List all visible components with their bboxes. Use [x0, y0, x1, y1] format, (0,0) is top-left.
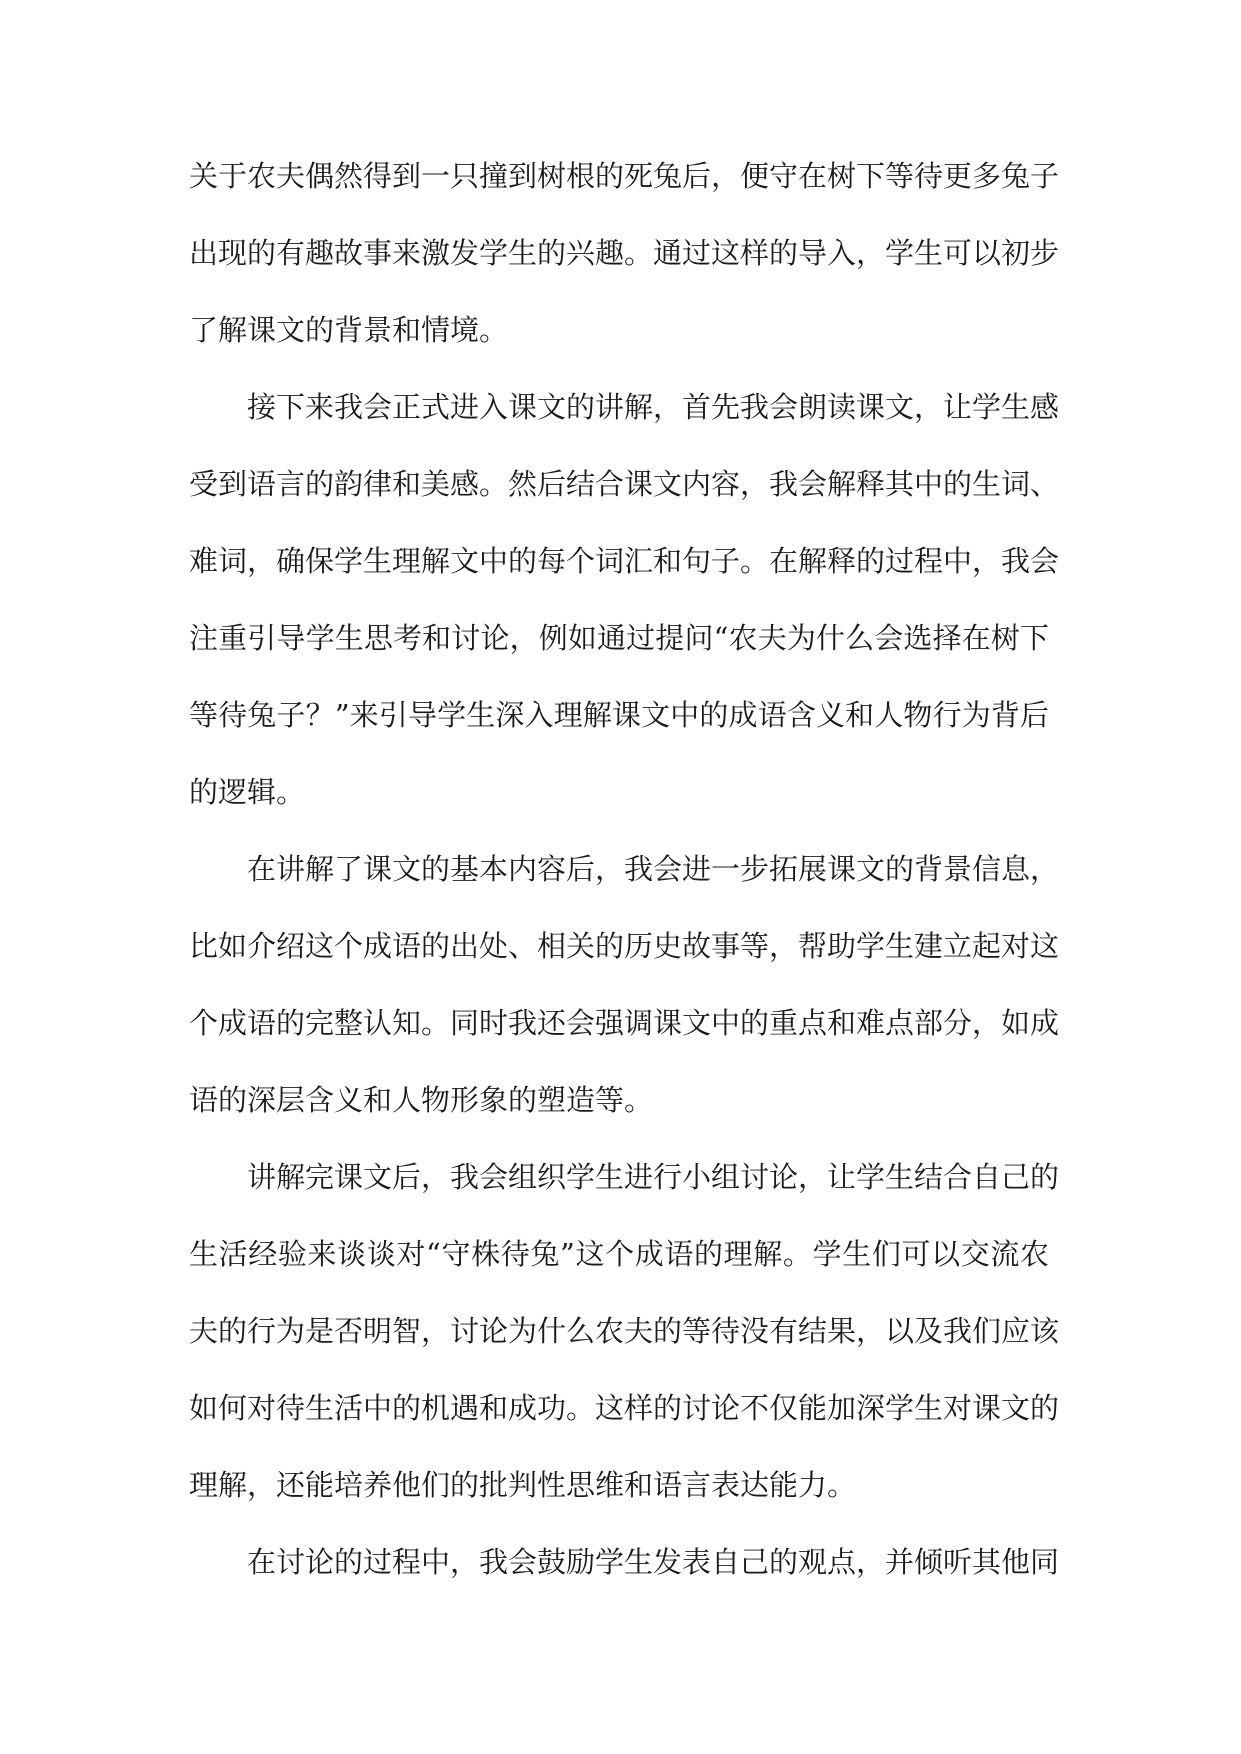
document-body [189, 138, 1060, 1601]
text-line: 接下来我会正式进入课文的讲解，首先我会朗读课文，让学生感 [247, 390, 1060, 424]
text-line: 个成语的完整认知。同时我还会强调课文中的重点和难点部分，如成 [189, 1006, 1060, 1040]
text-line: 等待兔子？”来引导学生深入理解课文中的成语含义和人物行为背后 [189, 698, 1049, 732]
text-line: 讲解完课文后，我会组织学生进行小组讨论，让学生结合自己的 [247, 1160, 1060, 1194]
text-line: 生活经验来谈谈对“守株待兔”这个成语的理解。学生们可以交流农 [189, 1237, 1049, 1271]
text-line: 夫的行为是否明智，讨论为什么农夫的等待没有结果，以及我们应该 [189, 1314, 1060, 1348]
text-line: 在讨论的过程中，我会鼓励学生发表自己的观点，并倾听其他同 [247, 1545, 1060, 1579]
text-line: 理解，还能培养他们的批判性思维和语言表达能力。 [189, 1468, 857, 1502]
text-line: 受到语言的韵律和美感。然后结合课文内容，我会解释其中的生词、 [189, 467, 1060, 501]
text-line: 了解课文的背景和情境。 [189, 313, 509, 347]
text-line: 的逻辑。 [189, 775, 306, 809]
text-line: 难词，确保学生理解文中的每个词汇和句子。在解释的过程中，我会 [189, 544, 1060, 578]
text-line: 注重引导学生思考和讨论，例如通过提问“农夫为什么会选择在树下 [189, 621, 1049, 655]
text-line: 如何对待生活中的机遇和成功。这样的讨论不仅能加深学生对课文的 [189, 1391, 1060, 1425]
text-line: 出现的有趣故事来激发学生的兴趣。通过这样的导入，学生可以初步 [189, 236, 1060, 270]
text-line: 关于农夫偶然得到一只撞到树根的死兔后，便守在树下等待更多兔子 [189, 159, 1060, 193]
text-line: 语的深层含义和人物形象的塑造等。 [189, 1083, 654, 1117]
text-line: 在讲解了课文的基本内容后，我会进一步拓展课文的背景信息， [247, 852, 1060, 886]
text-line: 比如介绍这个成语的出处、相关的历史故事等，帮助学生建立起对这 [189, 929, 1060, 963]
